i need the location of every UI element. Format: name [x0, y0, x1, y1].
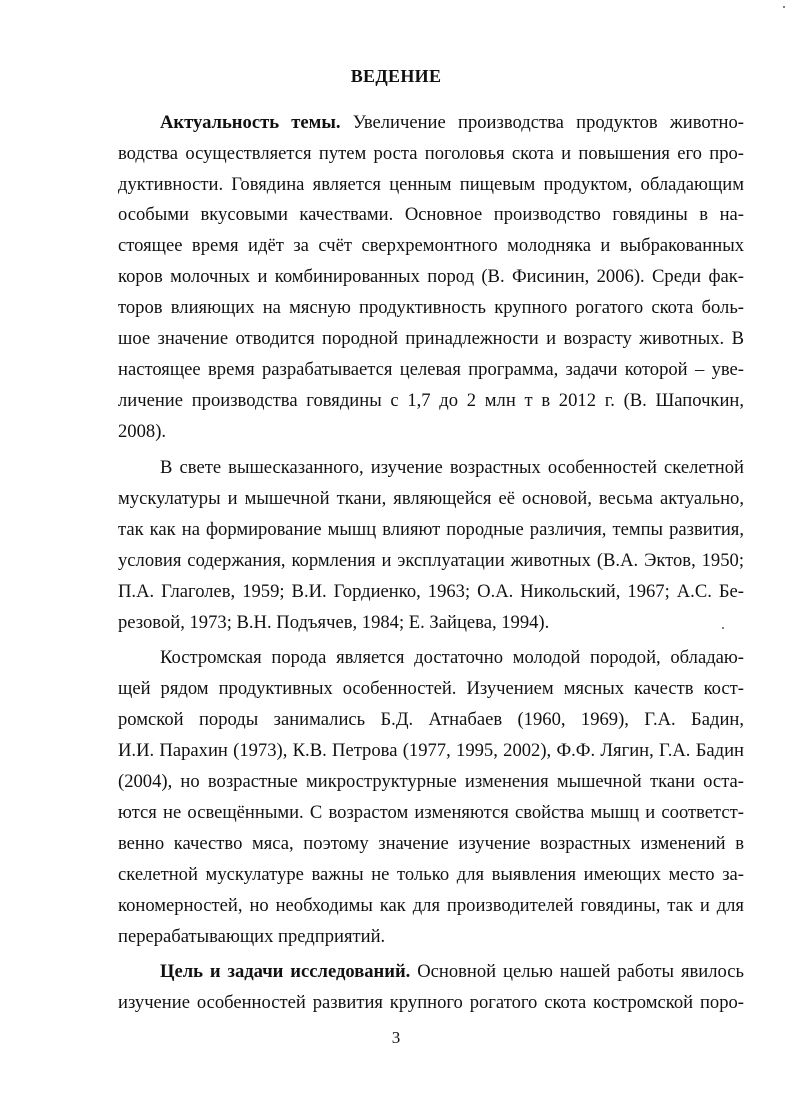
text-line: ромской породы занимались Б.Д. Атнабаев (1960, 1969), Г.А. Бадин,: [118, 709, 744, 730]
text-line: торов влияющих на мясную продуктивность крупного рогатого скота боль-: [118, 297, 744, 318]
scan-speck: [783, 6, 785, 8]
text-line: личение производства говядины с 1,7 до 2 млн т в 2012 г. (В. Шапочкин,: [118, 390, 744, 411]
text-line: Костромская порода является достаточно молодой породой, обладаю-: [160, 647, 744, 668]
text-line: так как на формирование мышц влияют породные различия, темпы развития,: [118, 519, 744, 540]
scan-speck: [722, 627, 724, 629]
text-line: И.И. Парахин (1973), К.В. Петрова (1977, 1995, 2002), Ф.Ф. Лягин, Г.А. Бадин: [118, 740, 744, 761]
text-line: мускулатуры и мышечной ткани, являющейся её основой, весьма актуально,: [118, 488, 744, 509]
text-line: изучение особенностей развития крупного рогатого скота костромской поро-: [118, 992, 744, 1013]
text-line: П.А. Глаголев, 1959; В.И. Гордиенко, 1963; О.А. Никольский, 1967; А.С. Бе-: [118, 581, 744, 602]
text-line: Цель и задачи исследований. Основной целью нашей работы явилось: [160, 961, 744, 982]
page-number: 3: [391, 1028, 401, 1047]
text-line: коров молочных и комбинированных пород (В. Фисинин, 2006). Среди фак-: [118, 266, 744, 287]
text-line: венно качество мяса, поэтому значение изучение возрастных изменений в: [118, 833, 744, 854]
text-line: 2008).: [118, 421, 167, 442]
text-line: кономерностей, но необходимы как для производителей говядины, так и для: [118, 895, 744, 916]
text-line: особыми вкусовыми качествами. Основное производство говядины в на-: [118, 204, 744, 225]
text-line: резовой, 1973; В.Н. Подъячев, 1984; Е. Зайцева, 1994).: [118, 612, 550, 633]
text-line: настоящее время разрабатывается целевая программа, задачи которой – уве-: [118, 359, 744, 380]
text-line: дуктивности. Говядина является ценным пищевым продуктом, обладающим: [118, 174, 744, 195]
text-line: водства осуществляется путем роста поголовья скота и повышения его про-: [118, 143, 744, 164]
text-line: (2004), но возрастные микроструктурные изменения мышечной ткани оста-: [118, 771, 744, 792]
text-line: Актуальность темы. Увеличение производства продуктов животно-: [160, 112, 744, 133]
text-line: скелетной мускулатуре важны не только для выявления имеющих место за-: [118, 864, 744, 885]
text-line: шое значение отводится породной принадлежности и возрасту животных. В: [118, 328, 744, 349]
page-title: ВЕДЕНИЕ: [350, 66, 442, 86]
text-line: В свете вышесказанного, изучение возрастных особенностей скелетной: [160, 457, 744, 478]
text-line: щей рядом продуктивных особенностей. Изучением мясных качеств кост-: [118, 678, 744, 699]
section-lead-goals: Цель и задачи исследований.: [160, 961, 411, 982]
text-line: условия содержания, кормления и эксплуатации животных (В.А. Эктов, 1950;: [118, 550, 744, 571]
text-line: стоящее время идёт за счёт сверхремонтного молодняка и выбракованных: [118, 235, 744, 256]
text-line: перерабатывающих предприятий.: [118, 926, 386, 947]
text-line: ются не освещёнными. С возрастом изменяются свойства мышц и соответст-: [118, 802, 744, 823]
section-lead-actuality: Актуальность темы.: [160, 112, 341, 133]
